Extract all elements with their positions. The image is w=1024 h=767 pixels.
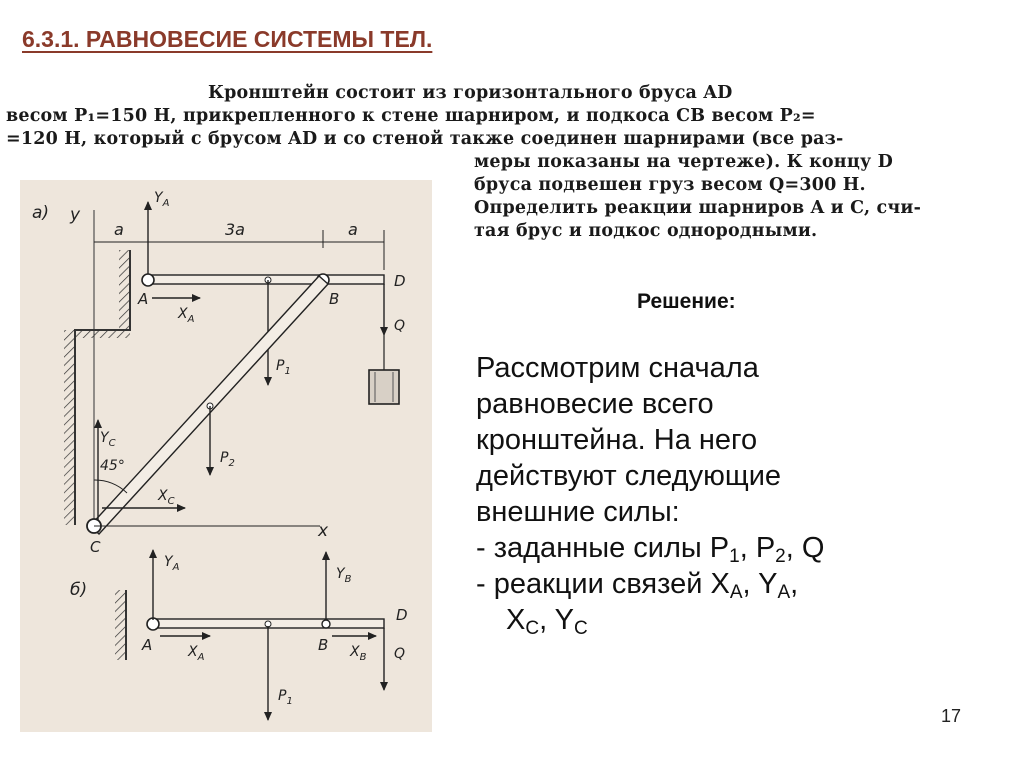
- force-XA-label: $X_A$: [178, 306, 195, 325]
- problem-line: меры показаны на чертеже). К концу D: [474, 152, 894, 172]
- bracket-diagram-svg: [20, 180, 432, 732]
- dimension-a-left: a: [114, 220, 124, 239]
- force-XC-label: $X_C$: [158, 488, 175, 507]
- hinge-A: [142, 274, 154, 286]
- hinge-b-B: [322, 620, 330, 628]
- problem-line: бруса подвешен груз весом Q=300 Н.: [474, 175, 866, 195]
- problem-line: =120 Н, который с брусом AD и со стеной также соединен шарнирами (все раз-: [6, 129, 844, 149]
- force-YC-label: $Y_C$: [100, 430, 116, 449]
- wall-b-hatch: [115, 590, 126, 660]
- wall-hatch-upper: [119, 250, 130, 330]
- figure-a-label: а): [32, 203, 50, 223]
- force-b-XB-label: $X_B$: [350, 644, 367, 663]
- force-YA-label: $Y_A$: [154, 190, 170, 209]
- solution-line: Рассмотрим сначала: [476, 352, 759, 384]
- solution-line: равновесие всего: [476, 388, 714, 420]
- wall-hatch-step: [75, 330, 130, 338]
- force-P1-label: $P_1$: [276, 358, 291, 377]
- force-b-XA-label: $X_A$: [188, 644, 205, 663]
- point-A-label: A: [138, 290, 149, 308]
- solution-heading: Решение:: [637, 290, 736, 313]
- force-P2-label: $P_2$: [220, 450, 235, 469]
- solution-text: [476, 350, 824, 638]
- solution-line: кронштейна. На него: [476, 424, 758, 456]
- weight-block: [369, 370, 399, 404]
- point-D-label: D: [394, 272, 406, 290]
- angle-label: 45°: [100, 458, 125, 474]
- problem-line: Определить реакции шарниров A и C, счи-: [474, 198, 922, 218]
- point-b-D-label: D: [396, 606, 408, 624]
- force-b-YA-label: $Y_A$: [164, 554, 180, 573]
- force-Q-label: Q: [394, 318, 406, 334]
- point-b-A-label: A: [142, 636, 153, 654]
- bullet-reactions: - реакции связей $X_A$, $Y_A$,: [476, 568, 799, 603]
- point-C-label: C: [90, 538, 101, 556]
- point-b-B-label: B: [318, 636, 329, 654]
- x-axis-label: x: [318, 521, 329, 541]
- solution-line: внешние силы:: [476, 496, 680, 528]
- dimension-a-right: a: [348, 220, 358, 239]
- slide-title: 6.3.1. РАВНОВЕСИЕ СИСТЕМЫ ТЕЛ.: [22, 26, 433, 52]
- bracket-diagram: [20, 180, 432, 732]
- y-axis-label: y: [70, 205, 81, 225]
- problem-line: Кронштейн состоит из горизонтального бруса AD: [208, 83, 733, 103]
- bullet-given-forces: - заданные силы $P_1$, $P_2$, Q: [476, 532, 825, 567]
- dimension-3a: 3a: [225, 220, 245, 239]
- page-number: 17: [941, 706, 962, 726]
- solution-line: действуют следующие: [476, 460, 782, 492]
- wall-hatch-lower: [64, 330, 75, 525]
- problem-line: весом P₁=150 Н, прикрепленного к стене шарниром, и подкоса CB весом P₂=: [6, 106, 816, 126]
- point-B-label: B: [329, 290, 340, 308]
- force-b-P1-label: $P_1$: [278, 688, 293, 707]
- problem-line: тая брус и подкос однородными.: [474, 221, 818, 241]
- force-b-Q-label: Q: [394, 646, 406, 662]
- figure-b-label: б): [70, 580, 88, 600]
- bullet-reactions-cont: $X_C$, $Y_C$: [506, 604, 588, 639]
- force-b-YB-label: $Y_B$: [336, 566, 352, 585]
